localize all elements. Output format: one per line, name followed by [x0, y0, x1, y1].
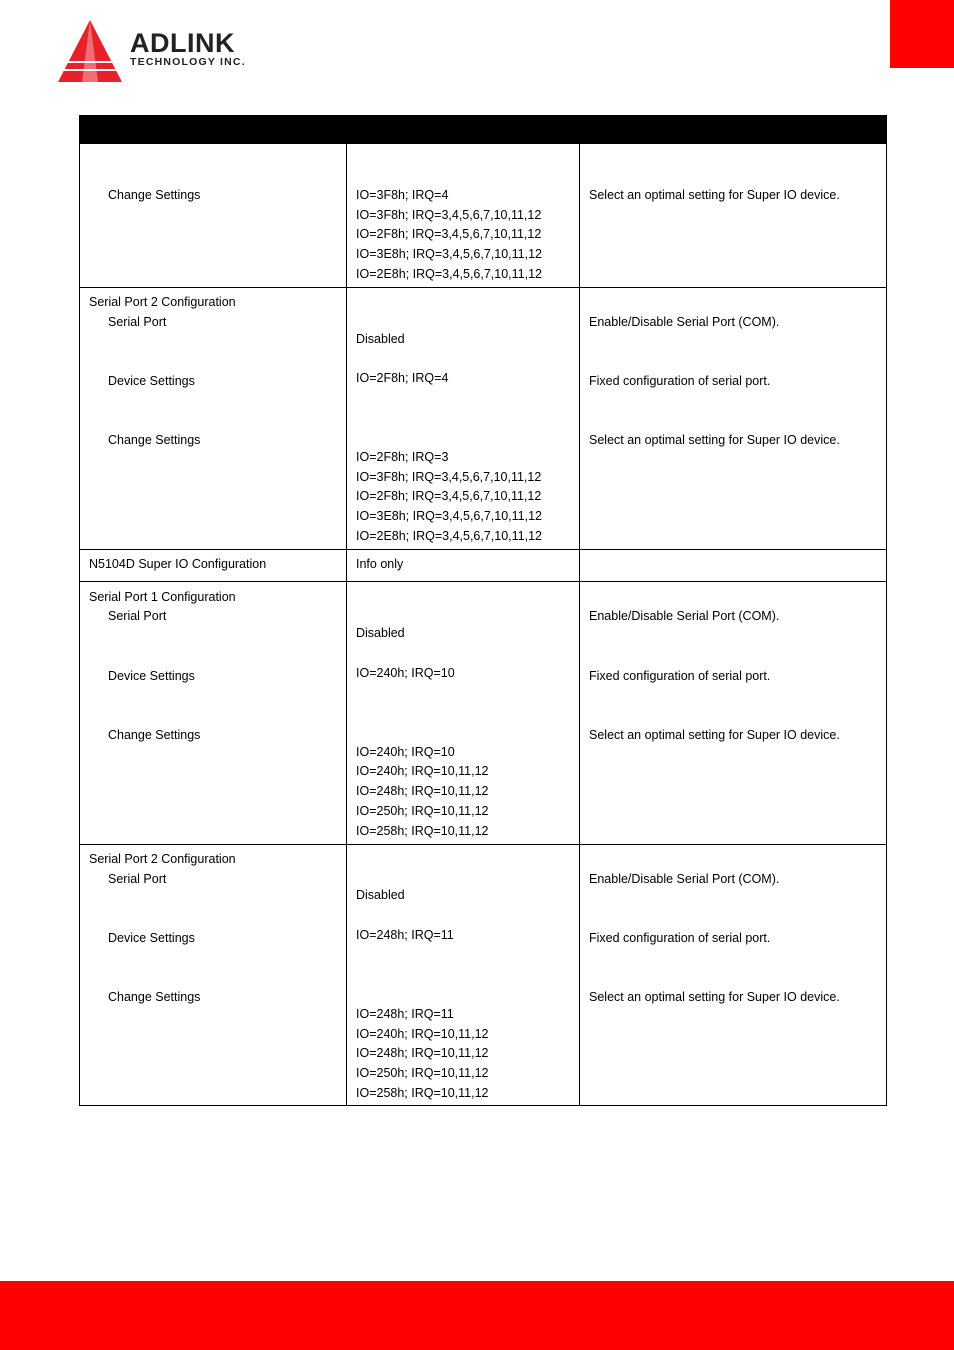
description-text: Enable/Disable Serial Port (COM).: [589, 609, 780, 623]
table-row: [80, 581, 886, 844]
setting-label: Device Settings: [108, 669, 195, 683]
option-value: IO=240h; IRQ=10,11,12: [356, 764, 489, 778]
description-text: Fixed configuration of serial port.: [589, 931, 771, 945]
options-cell: [347, 144, 580, 287]
option-value: Info only: [356, 557, 404, 571]
setting-label: Change Settings: [108, 188, 201, 202]
option-value: IO=248h; IRQ=11: [356, 928, 454, 942]
table-row: [80, 143, 886, 287]
option-value: IO=240h; IRQ=10,11,12: [356, 1027, 489, 1041]
option-value: IO=3E8h; IRQ=3,4,5,6,7,10,11,12: [356, 247, 543, 261]
option-value: IO=3E8h; IRQ=3,4,5,6,7,10,11,12: [356, 509, 543, 523]
logo-triangle-icon: [58, 18, 128, 86]
option-value: IO=240h; IRQ=10: [356, 745, 455, 759]
setting-cell: [80, 845, 347, 1105]
description-cell: [580, 288, 886, 549]
table-row: [80, 549, 886, 581]
corner-tab: [890, 0, 954, 68]
table-row: [80, 287, 886, 549]
setting-label: Device Settings: [108, 931, 195, 945]
section-title: Serial Port 1 Configuration: [89, 590, 236, 604]
description-text: Enable/Disable Serial Port (COM).: [589, 872, 780, 886]
option-value: IO=250h; IRQ=10,11,12: [356, 804, 489, 818]
option-value: IO=258h; IRQ=10,11,12: [356, 1086, 489, 1100]
description-text: Select an optimal setting for Super IO device.: [589, 433, 840, 447]
option-value: IO=258h; IRQ=10,11,12: [356, 824, 489, 838]
options-cell: [347, 288, 580, 549]
description-cell: [580, 845, 886, 1105]
option-value: IO=2F8h; IRQ=3,4,5,6,7,10,11,12: [356, 227, 542, 241]
section-title: Serial Port 2 Configuration: [89, 295, 236, 309]
setting-label: Change Settings: [108, 728, 201, 742]
description-text: Select an optimal setting for Super IO device.: [589, 990, 840, 1004]
table-header: [80, 116, 886, 143]
option-value: IO=3F8h; IRQ=3,4,5,6,7,10,11,12: [356, 470, 542, 484]
section-title: N5104D Super IO Configuration: [89, 557, 267, 571]
description-text: Enable/Disable Serial Port (COM).: [589, 315, 780, 329]
setting-label: Serial Port: [108, 315, 167, 329]
adlink-logo: [58, 18, 278, 86]
setting-cell: [80, 144, 347, 287]
description-text: Fixed configuration of serial port.: [589, 669, 771, 683]
setting-cell: [80, 550, 347, 581]
option-value: IO=2F8h; IRQ=4: [356, 371, 449, 385]
setting-label: Serial Port: [108, 609, 167, 623]
option-value: IO=2F8h; IRQ=3: [356, 450, 449, 464]
options-cell: [347, 550, 580, 581]
description-text: Fixed configuration of serial port.: [589, 374, 771, 388]
option-value: IO=2E8h; IRQ=3,4,5,6,7,10,11,12: [356, 529, 543, 543]
description-cell: [580, 550, 886, 581]
option-value: Disabled: [356, 888, 405, 902]
option-value: IO=3F8h; IRQ=4: [356, 188, 449, 202]
setting-cell: [80, 288, 347, 549]
option-value: IO=250h; IRQ=10,11,12: [356, 1066, 489, 1080]
brand-tagline: TECHNOLOGY INC.: [130, 56, 246, 68]
option-value: IO=248h; IRQ=10,11,12: [356, 784, 489, 798]
options-cell: [347, 582, 580, 844]
option-value: IO=248h; IRQ=11: [356, 1007, 454, 1021]
section-title: Serial Port 2 Configuration: [89, 852, 236, 866]
option-value: IO=2E8h; IRQ=3,4,5,6,7,10,11,12: [356, 267, 543, 281]
setting-cell: [80, 582, 347, 844]
footer-bar: [0, 1281, 954, 1350]
setting-label: Change Settings: [108, 990, 201, 1004]
option-value: Disabled: [356, 626, 405, 640]
setting-label: Device Settings: [108, 374, 195, 388]
description-text: Select an optimal setting for Super IO device.: [589, 188, 840, 202]
description-cell: [580, 582, 886, 844]
option-value: IO=3F8h; IRQ=3,4,5,6,7,10,11,12: [356, 208, 542, 222]
options-cell: [347, 845, 580, 1105]
setting-label: Change Settings: [108, 433, 201, 447]
option-value: Disabled: [356, 332, 405, 346]
bios-settings-table: [79, 115, 887, 1106]
option-value: IO=240h; IRQ=10: [356, 666, 455, 680]
option-value: IO=2F8h; IRQ=3,4,5,6,7,10,11,12: [356, 489, 542, 503]
option-value: IO=248h; IRQ=10,11,12: [356, 1046, 489, 1060]
setting-label: Serial Port: [108, 872, 167, 886]
table-row: [80, 844, 886, 1105]
description-cell: [580, 144, 886, 287]
brand-name: ADLINK: [130, 28, 235, 58]
description-text: Select an optimal setting for Super IO device.: [589, 728, 840, 742]
